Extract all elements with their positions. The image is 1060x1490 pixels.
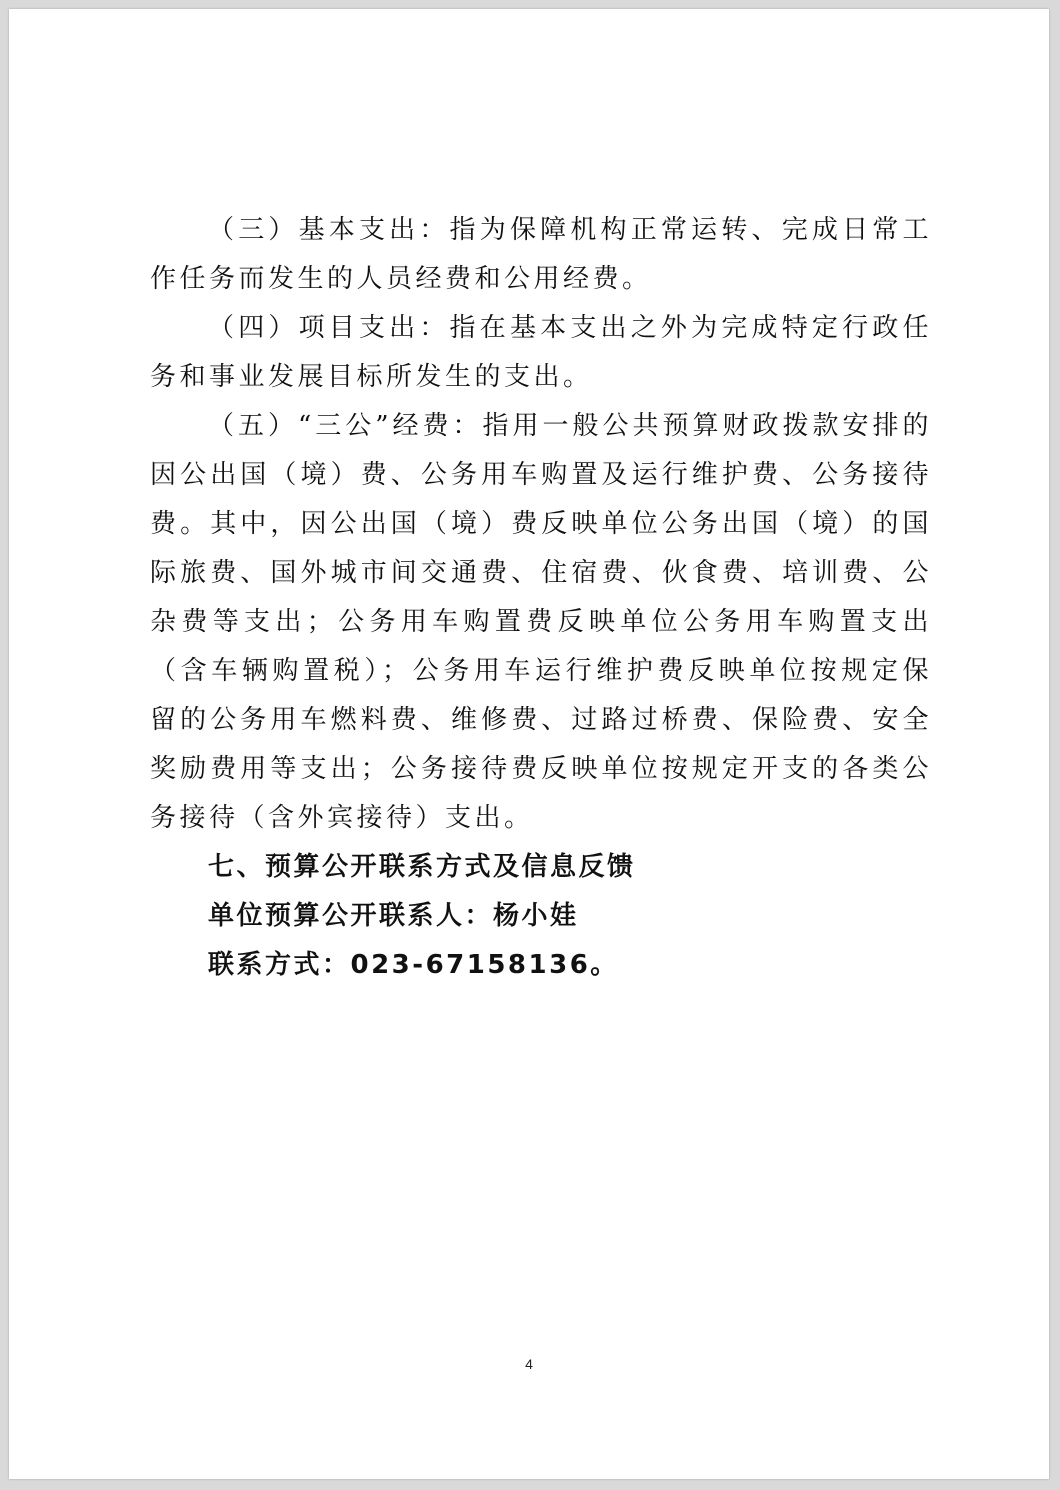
paragraph-three-public-expenses: （五）“三公”经费：指用一般公共预算财政拨款安排的因公出国（境）费、公务用车购置及运行维护费、公务接待费。其中，因公出国（境）费反映单位公务出国（境）的国际旅费、国外城市间交通费、住宿费、伙食费、培训费、公杂费等支出；公务用车购置费反映单位公务用车购置支出（含车辆购置税）；公务用车运行维护费反映单位按规定保留的公务用车燃料费、维修费、过路过桥费、保险费、安全奖励费用等支出；公务接待费反映单位按规定开支的各类公务接待（含外宾接待）支出。: [150, 411, 932, 833]
contact-method: 联系方式：023-67158136。: [208, 950, 619, 980]
section-heading: 七、预算公开联系方式及信息反馈: [208, 852, 636, 882]
document-page: [9, 9, 1049, 1479]
page-number: 4: [525, 1356, 533, 1372]
document-body: [150, 206, 932, 990]
paragraph-basic-expenditure: （三）基本支出：指为保障机构正常运转、完成日常工作任务而发生的人员经费和公用经费。: [150, 215, 932, 294]
contact-person: 单位预算公开联系人：杨小娃: [208, 901, 579, 931]
paragraph-project-expenditure: （四）项目支出：指在基本支出之外为完成特定行政任务和事业发展目标所发生的支出。: [150, 313, 932, 392]
